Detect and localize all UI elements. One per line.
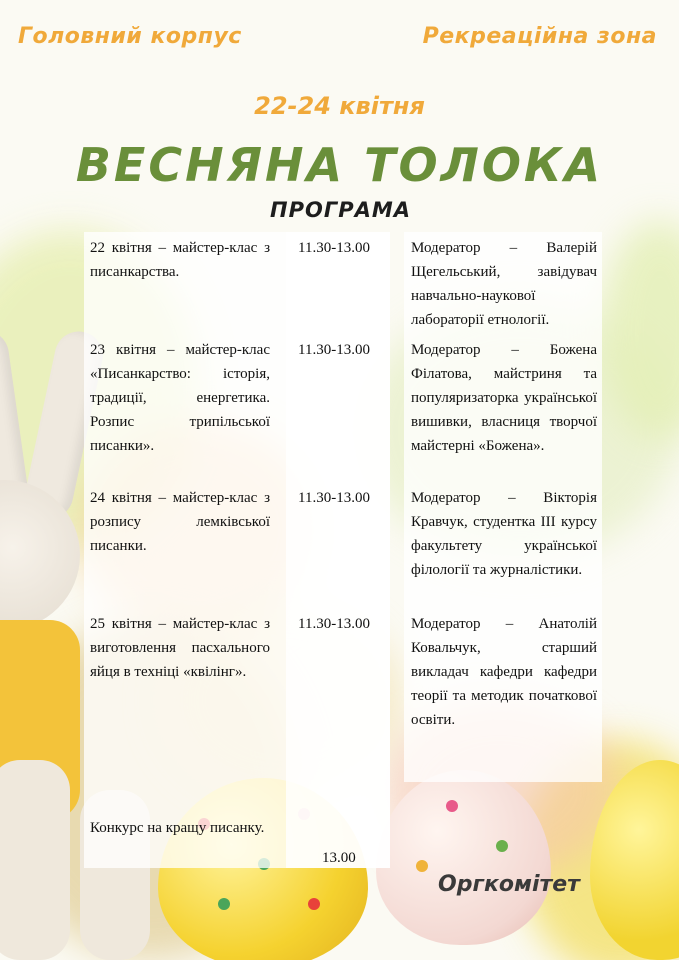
program-row-4-moderator: Модератор – Анатолій Ковальчук, старший викладач кафедри кафедри теорії та методик початкової освіти. [411,616,597,728]
program-row-1-time: 11.30-13.00 [298,240,370,256]
program-heading: ПРОГРАМА [270,198,411,222]
location-recreation-zone: Рекреаційна зона [422,24,657,49]
program-row-3-moderator: Модератор – Вікторія Кравчук, студентка ІІІ курсу факультету української філології та журналістики. [411,490,597,578]
program-row-5-time: 13.00 [322,850,356,866]
program-time-column [286,232,390,868]
program-row-1-description: 22 квітня – майстер-клас з писанкарства. [90,240,270,280]
program-row-3-time: 11.30-13.00 [298,490,370,506]
program-row-3-description: 24 квітня – майстер-клас з розпису лемківської писанки. [90,490,270,554]
program-row-2-moderator: Модератор – Божена Філатова, майстриня та популяризаторка української вишивки, власниця творчої майстерні «Божена». [411,342,597,454]
organizing-committee: Оргкомітет [438,872,580,897]
event-title: ВЕСНЯНА ТОЛОКА [75,138,604,192]
location-main-building: Головний корпус [18,24,242,49]
program-row-2-description: 23 квітня – майстер-клас «Писанкарство: історія, традиції, енергетика. Розпис трипільської писанки». [90,342,270,454]
program-row-2-time: 11.30-13.00 [298,342,370,358]
program-row-5-description: Конкурс на кращу писанку. [90,820,265,836]
program-row-1-moderator: Модератор – Валерій Щегельський, завідувач навчально-наукової лабораторії етнології. [411,240,597,328]
event-dates: 22-24 квітня [254,92,425,120]
program-row-4-description: 25 квітня – майстер-клас з виготовлення пасхального яйця в техніці «квілінг». [90,616,270,680]
program-row-4-time: 11.30-13.00 [298,616,370,632]
